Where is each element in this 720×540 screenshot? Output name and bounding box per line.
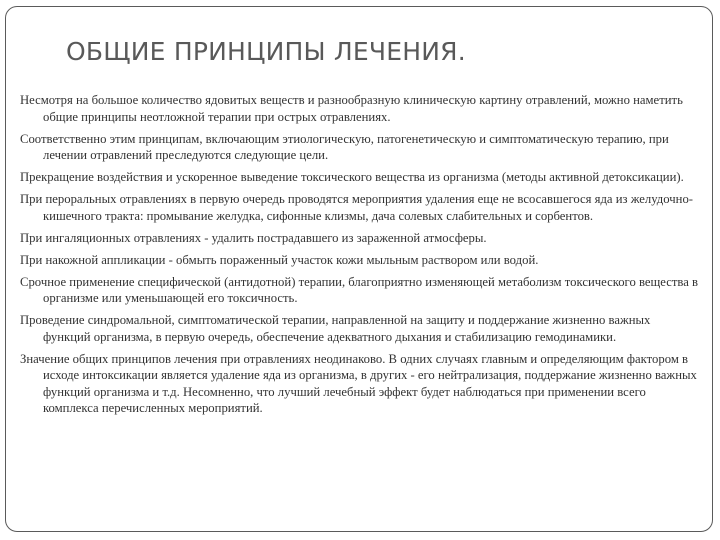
paragraph-5: При ингаляционных отравлениях - удалить пострадавшего из зараженной атмосферы. [20,230,487,245]
paragraph-3: Прекращение воздействия и ускоренное выведение токсического вещества из организма (методы активной детоксикации). [20,170,684,184]
slide-title: ОБЩИЕ ПРИНЦИПЫ ЛЕЧЕНИЯ. [66,37,466,66]
slide-frame [5,6,713,532]
paragraph-8: Проведение синдромальной, симптоматической терапии, направленной на защиту и поддержание жизненно важных функций организма, в первую очередь, обеспечение адекватного дыхания и стабилизацию гемодинамики. [20,313,651,344]
paragraph-7: Срочное применение специфической (антидотной) терапии, благоприятно изменяющей метаболизм токсического вещества в организме или уменьшающей его токсичность. [20,274,699,305]
slide-body [20,92,700,422]
paragraph-4: При пероральных отравлениях в первую очередь проводятся мероприятия удаления еще не всосавшегося яда из желудочно-кишечного тракта: промывание желудка, сифонные клизмы, дача солевых слабительных и сорбентов. [20,192,694,223]
paragraph-9: Значение общих принципов лечения при отравлениях неодинаково. В одних случаях главным и определяющим фактором в исходе интоксикации является удаление яда из организма, в других - его нейтрализация, поддержание жизненно важных функций организма и т.д. Несомненно, что лучший лечебный эффект будет наблюдаться при применении всего комплекса перечисленных мероприятий. [20,351,697,415]
paragraph-6: При накожной аппликации - обмыть пораженный участок кожи мыльным раствором или водой. [20,252,539,267]
paragraph-2: Соответственно этим принципам, включающим этиологическую, патогенетическую и симптоматическую терапию, при лечении отравлений преследуются следующие цели. [20,131,669,162]
paragraph-1: Несмотря на большое количество ядовитых веществ и разнообразную клиническую картину отравлений, можно наметить общие принципы неотложной терапии при острых отравлениях. [20,93,683,124]
